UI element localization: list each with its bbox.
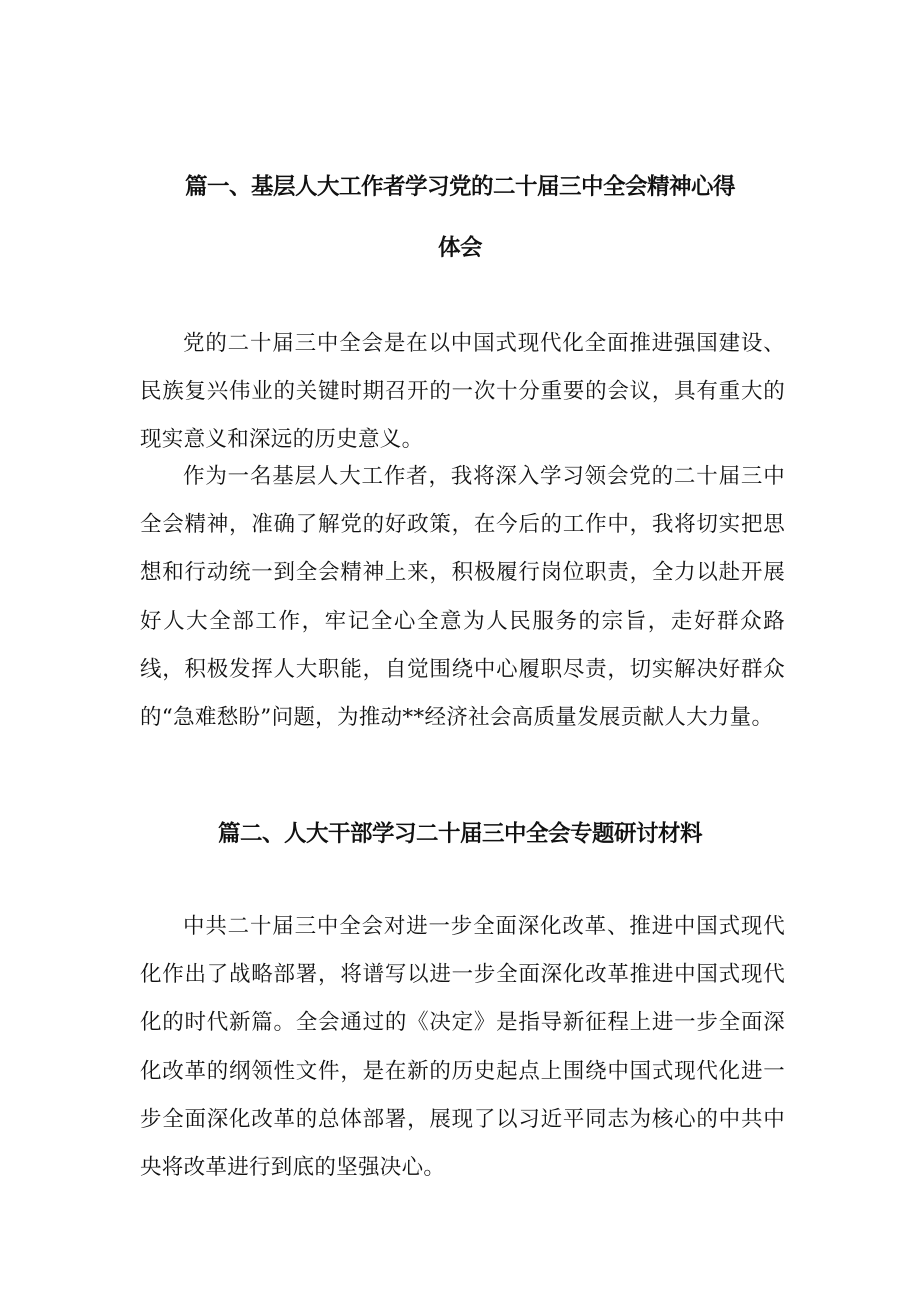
section1-paragraph: 作为一名基层人大工作者，我将深入学习领会党的二十届三中全会精神，准确了解党的好政策，在今后的工作中，我将切实把思想和行动统一到全会精神上来，积极履行岗位职责，全力以赴开展好人大全部工作，牢记全心全意为人民服务的宗旨，走好群众路线，积极发挥人大职能，自觉围绕中心履职尽责，切实解决好群众的“急难愁盼”问题，为推动**经济社会高质量发展贡献人大力量。 [140,464,785,731]
section2-title: 篇二、人大干部学习二十届三中全会专题研讨材料 [217,821,702,847]
section1-title-continued: 体会 [437,235,482,261]
section2-paragraph: 中共二十届三中全会对进一步全面深化改革、推进中国式现代化作出了战略部署，将谱写以进一步全面深化改革推进中国式现代化的时代新篇。全会通过的《决定》是指导新征程上进一步全面深化改革的纲领性文件，是在新的历史起点上围绕中国式现代化进一步全面深化改革的总体部署，展现了以习近平同志为核心的中共中央将改革进行到底的坚强决心。 [140,914,785,1181]
section1-paragraph: 党的二十届三中全会是在以中国式现代化全面推进强国建设、民族复兴伟业的关键时期召开的一次十分重要的会议，具有重大的现实意义和深远的历史意义。 [140,331,785,453]
section1-title: 篇一、基层人大工作者学习党的二十届三中全会精神心得 [184,174,735,200]
